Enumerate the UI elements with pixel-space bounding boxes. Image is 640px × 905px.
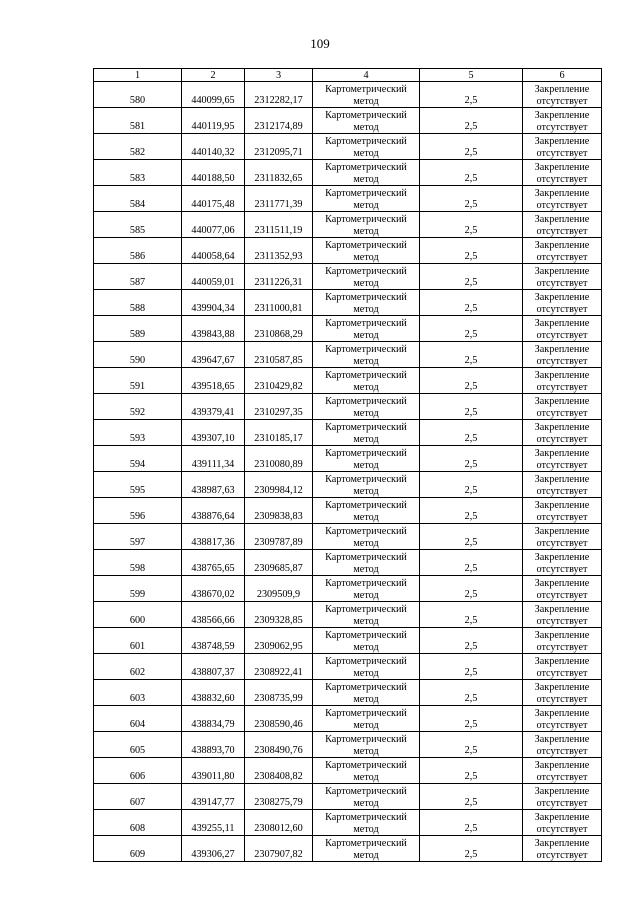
fixing-cell: Закрепление отсутствует [523,732,602,758]
x-coordinate-cell: 439379,41 [182,394,245,420]
x-coordinate-cell: 440188,50 [182,160,245,186]
point-number-cell: 606 [94,758,182,784]
table-row [94,134,602,160]
point-number-cell: 589 [94,316,182,342]
fixing-cell: Закрепление отсутствует [523,82,602,108]
accuracy-cell: 2,5 [420,420,523,446]
point-number-cell: 602 [94,654,182,680]
fixing-cell: Закрепление отсутствует [523,316,602,342]
y-coordinate-cell: 2312174,89 [245,108,313,134]
y-coordinate-cell: 2309984,12 [245,472,313,498]
x-coordinate-cell: 438987,63 [182,472,245,498]
table-row [94,160,602,186]
accuracy-cell: 2,5 [420,576,523,602]
table-row [94,576,602,602]
x-coordinate-cell: 440175,48 [182,186,245,212]
fixing-cell: Закрепление отсутствует [523,290,602,316]
y-coordinate-cell: 2310429,82 [245,368,313,394]
point-number-cell: 598 [94,550,182,576]
y-coordinate-cell: 2311771,39 [245,186,313,212]
fixing-cell: Закрепление отсутствует [523,550,602,576]
point-number-cell: 584 [94,186,182,212]
accuracy-cell: 2,5 [420,628,523,654]
table-row [94,836,602,862]
point-number-cell: 594 [94,446,182,472]
y-coordinate-cell: 2309787,89 [245,524,313,550]
point-number-cell: 586 [94,238,182,264]
table-row [94,368,602,394]
point-number-cell: 585 [94,212,182,238]
accuracy-cell: 2,5 [420,316,523,342]
y-coordinate-cell: 2311511,19 [245,212,313,238]
column-header: 4 [313,69,420,82]
point-number-cell: 603 [94,680,182,706]
y-coordinate-cell: 2309838,83 [245,498,313,524]
y-coordinate-cell: 2312282,17 [245,82,313,108]
table-row [94,108,602,134]
fixing-cell: Закрепление отсутствует [523,576,602,602]
table-row [94,784,602,810]
table-row [94,82,602,108]
point-number-cell: 607 [94,784,182,810]
y-coordinate-cell: 2311352,93 [245,238,313,264]
point-number-cell: 590 [94,342,182,368]
accuracy-cell: 2,5 [420,238,523,264]
accuracy-cell: 2,5 [420,706,523,732]
table-row [94,732,602,758]
point-number-cell: 587 [94,264,182,290]
method-cell: Картометрический метод [313,238,420,264]
point-number-cell: 596 [94,498,182,524]
method-cell: Картометрический метод [313,342,420,368]
point-number-cell: 595 [94,472,182,498]
accuracy-cell: 2,5 [420,732,523,758]
method-cell: Картометрический метод [313,628,420,654]
y-coordinate-cell: 2308922,41 [245,654,313,680]
accuracy-cell: 2,5 [420,108,523,134]
method-cell: Картометрический метод [313,160,420,186]
accuracy-cell: 2,5 [420,134,523,160]
x-coordinate-cell: 438876,64 [182,498,245,524]
y-coordinate-cell: 2312095,71 [245,134,313,160]
table-row [94,420,602,446]
y-coordinate-cell: 2311226,31 [245,264,313,290]
accuracy-cell: 2,5 [420,394,523,420]
accuracy-cell: 2,5 [420,602,523,628]
fixing-cell: Закрепление отсутствует [523,394,602,420]
x-coordinate-cell: 438765,65 [182,550,245,576]
table-row [94,602,602,628]
method-cell: Картометрический метод [313,706,420,732]
accuracy-cell: 2,5 [420,160,523,186]
fixing-cell: Закрепление отсутствует [523,160,602,186]
fixing-cell: Закрепление отсутствует [523,368,602,394]
fixing-cell: Закрепление отсутствует [523,342,602,368]
x-coordinate-cell: 439255,11 [182,810,245,836]
column-header: 3 [245,69,313,82]
fixing-cell: Закрепление отсутствует [523,758,602,784]
table-body [94,82,602,862]
fixing-cell: Закрепление отсутствует [523,186,602,212]
x-coordinate-cell: 438893,70 [182,732,245,758]
point-number-cell: 599 [94,576,182,602]
method-cell: Картометрический метод [313,368,420,394]
table-row [94,706,602,732]
y-coordinate-cell: 2311832,65 [245,160,313,186]
y-coordinate-cell: 2310587,85 [245,342,313,368]
x-coordinate-cell: 440099,65 [182,82,245,108]
table-row [94,290,602,316]
fixing-cell: Закрепление отсутствует [523,706,602,732]
accuracy-cell: 2,5 [420,472,523,498]
x-coordinate-cell: 440077,06 [182,212,245,238]
fixing-cell: Закрепление отсутствует [523,602,602,628]
table-row [94,628,602,654]
point-number-cell: 609 [94,836,182,862]
table-row [94,446,602,472]
method-cell: Картометрический метод [313,472,420,498]
x-coordinate-cell: 438817,36 [182,524,245,550]
method-cell: Картометрический метод [313,134,420,160]
table-row [94,186,602,212]
method-cell: Картометрический метод [313,732,420,758]
y-coordinate-cell: 2309509,9 [245,576,313,602]
fixing-cell: Закрепление отсутствует [523,498,602,524]
y-coordinate-cell: 2308590,46 [245,706,313,732]
x-coordinate-cell: 439147,77 [182,784,245,810]
column-header: 6 [523,69,602,82]
fixing-cell: Закрепление отсутствует [523,420,602,446]
point-number-cell: 592 [94,394,182,420]
method-cell: Картометрический метод [313,836,420,862]
accuracy-cell: 2,5 [420,368,523,394]
table-row [94,524,602,550]
accuracy-cell: 2,5 [420,680,523,706]
x-coordinate-cell: 438748,59 [182,628,245,654]
accuracy-cell: 2,5 [420,290,523,316]
method-cell: Картометрический метод [313,576,420,602]
x-coordinate-cell: 439011,80 [182,758,245,784]
fixing-cell: Закрепление отсутствует [523,134,602,160]
table-row [94,498,602,524]
accuracy-cell: 2,5 [420,784,523,810]
table-row [94,654,602,680]
fixing-cell: Закрепление отсутствует [523,836,602,862]
point-number-cell: 601 [94,628,182,654]
accuracy-cell: 2,5 [420,498,523,524]
fixing-cell: Закрепление отсутствует [523,212,602,238]
accuracy-cell: 2,5 [420,186,523,212]
method-cell: Картометрический метод [313,264,420,290]
y-coordinate-cell: 2309685,87 [245,550,313,576]
fixing-cell: Закрепление отсутствует [523,654,602,680]
point-number-cell: 580 [94,82,182,108]
table-row [94,238,602,264]
fixing-cell: Закрепление отсутствует [523,446,602,472]
y-coordinate-cell: 2308490,76 [245,732,313,758]
coordinates-table [93,68,602,862]
y-coordinate-cell: 2311000,81 [245,290,313,316]
method-cell: Картометрический метод [313,316,420,342]
accuracy-cell: 2,5 [420,342,523,368]
table-row [94,342,602,368]
method-cell: Картометрический метод [313,420,420,446]
page-number: 109 [310,36,330,51]
x-coordinate-cell: 439306,27 [182,836,245,862]
point-number-cell: 588 [94,290,182,316]
x-coordinate-cell: 439647,67 [182,342,245,368]
accuracy-cell: 2,5 [420,836,523,862]
method-cell: Картометрический метод [313,654,420,680]
method-cell: Картометрический метод [313,758,420,784]
y-coordinate-cell: 2308275,79 [245,784,313,810]
table-row [94,810,602,836]
fixing-cell: Закрепление отсутствует [523,472,602,498]
y-coordinate-cell: 2309328,85 [245,602,313,628]
y-coordinate-cell: 2308408,82 [245,758,313,784]
column-header: 2 [182,69,245,82]
accuracy-cell: 2,5 [420,82,523,108]
x-coordinate-cell: 438807,37 [182,654,245,680]
fixing-cell: Закрепление отсутствует [523,238,602,264]
point-number-cell: 583 [94,160,182,186]
y-coordinate-cell: 2310297,35 [245,394,313,420]
x-coordinate-cell: 439904,34 [182,290,245,316]
x-coordinate-cell: 438834,79 [182,706,245,732]
method-cell: Картометрический метод [313,498,420,524]
fixing-cell: Закрепление отсутствует [523,680,602,706]
point-number-cell: 608 [94,810,182,836]
point-number-cell: 597 [94,524,182,550]
fixing-cell: Закрепление отсутствует [523,784,602,810]
table-row [94,758,602,784]
x-coordinate-cell: 440140,32 [182,134,245,160]
x-coordinate-cell: 438670,02 [182,576,245,602]
table-row [94,212,602,238]
method-cell: Картометрический метод [313,290,420,316]
accuracy-cell: 2,5 [420,758,523,784]
x-coordinate-cell: 438832,60 [182,680,245,706]
x-coordinate-cell: 439518,65 [182,368,245,394]
y-coordinate-cell: 2308735,99 [245,680,313,706]
method-cell: Картометрический метод [313,602,420,628]
fixing-cell: Закрепление отсутствует [523,810,602,836]
accuracy-cell: 2,5 [420,264,523,290]
accuracy-cell: 2,5 [420,550,523,576]
y-coordinate-cell: 2308012,60 [245,810,313,836]
method-cell: Картометрический метод [313,186,420,212]
method-cell: Картометрический метод [313,212,420,238]
accuracy-cell: 2,5 [420,524,523,550]
method-cell: Картометрический метод [313,446,420,472]
table-row [94,394,602,420]
y-coordinate-cell: 2310185,17 [245,420,313,446]
table-row [94,472,602,498]
method-cell: Картометрический метод [313,394,420,420]
point-number-cell: 605 [94,732,182,758]
table-row [94,550,602,576]
fixing-cell: Закрепление отсутствует [523,628,602,654]
method-cell: Картометрический метод [313,108,420,134]
method-cell: Картометрический метод [313,82,420,108]
method-cell: Картометрический метод [313,550,420,576]
x-coordinate-cell: 439307,10 [182,420,245,446]
x-coordinate-cell: 439111,34 [182,446,245,472]
method-cell: Картометрический метод [313,810,420,836]
fixing-cell: Закрепление отсутствует [523,524,602,550]
point-number-cell: 581 [94,108,182,134]
table-row [94,680,602,706]
point-number-cell: 593 [94,420,182,446]
header-row [94,69,602,82]
y-coordinate-cell: 2309062,95 [245,628,313,654]
accuracy-cell: 2,5 [420,212,523,238]
fixing-cell: Закрепление отсутствует [523,108,602,134]
table-row [94,316,602,342]
accuracy-cell: 2,5 [420,810,523,836]
column-header: 1 [94,69,182,82]
y-coordinate-cell: 2310868,29 [245,316,313,342]
table-header [94,69,602,82]
point-number-cell: 582 [94,134,182,160]
x-coordinate-cell: 438566,66 [182,602,245,628]
y-coordinate-cell: 2310080,89 [245,446,313,472]
accuracy-cell: 2,5 [420,446,523,472]
x-coordinate-cell: 440059,01 [182,264,245,290]
point-number-cell: 591 [94,368,182,394]
x-coordinate-cell: 440119,95 [182,108,245,134]
x-coordinate-cell: 439843,88 [182,316,245,342]
method-cell: Картометрический метод [313,680,420,706]
fixing-cell: Закрепление отсутствует [523,264,602,290]
x-coordinate-cell: 440058,64 [182,238,245,264]
point-number-cell: 604 [94,706,182,732]
method-cell: Картометрический метод [313,784,420,810]
table-row [94,264,602,290]
accuracy-cell: 2,5 [420,654,523,680]
method-cell: Картометрический метод [313,524,420,550]
point-number-cell: 600 [94,602,182,628]
column-header: 5 [420,69,523,82]
y-coordinate-cell: 2307907,82 [245,836,313,862]
